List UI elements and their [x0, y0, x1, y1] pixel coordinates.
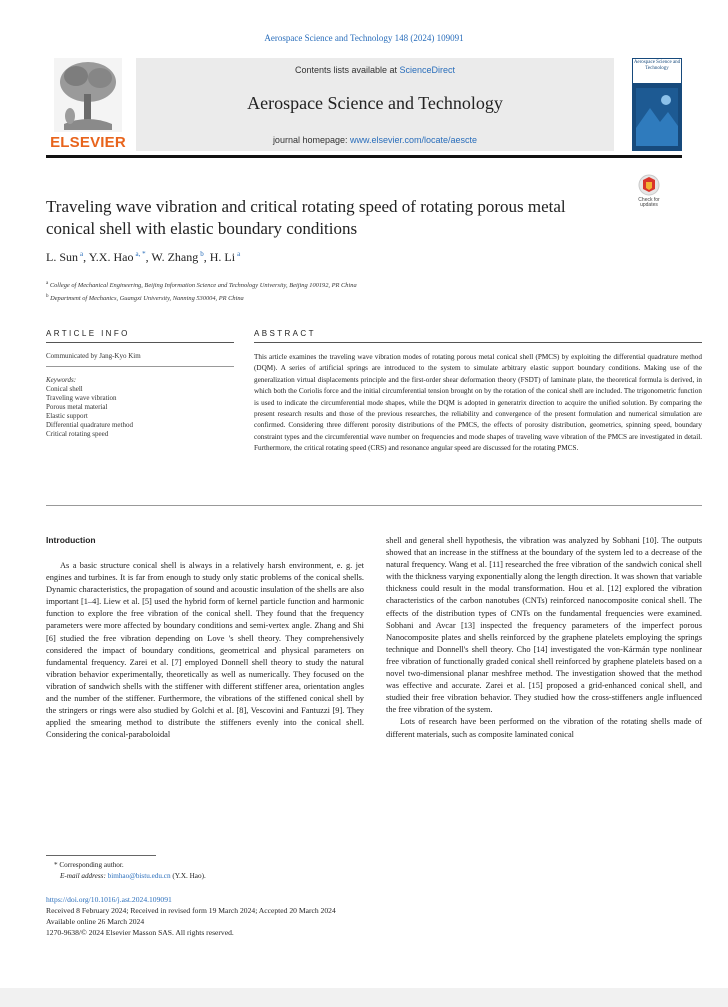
- article-info-rule: [46, 342, 234, 343]
- communicated-by: Communicated by Jang-Kyo Kim: [46, 352, 141, 360]
- author-affiliation-marker[interactable]: a: [80, 250, 84, 258]
- available-online: Available online 26 March 2024: [46, 917, 145, 926]
- abstract-heading: ABSTRACT: [254, 329, 316, 338]
- keyword: Critical rotating speed: [46, 430, 109, 438]
- author-name[interactable]: L. Sun: [46, 250, 79, 264]
- paragraph: shell and general shell hypothesis, the vibration was analyzed by Sobhani [10]. The outputs showed that an increase in the stiffness at the boundary of the system led to a decrease of the natural frequency. Wang et al. [11] researched the free vibration of the sandwich conical shell with the thickness varying exponentially along the length direction. It was shown that variable thickness could result in the modal transformation. Hou et al. [12] explored the vibration characteristics of the carbon nanotubes (CNTs) reinforced nanocomposite conical shell. The effects of the distribution types of CNTs on the fundamental frequencies were examined. Sobhani and Avcar [13] inspected the frequency parameters of the imperfect porous Nanocomposite plates and shells reinforced by the graphene platelets employing the springs technique and Donnell's shell theory. Cho [14] investigated the von-Kármán type nonlinear free vibration of functionally graded conical shell reinforced by graphene platelets based on a novel two-dimensional planar meshfree method. The investigation showed that the method was effective and accurate. Zarei et al. [15] proposed a grid-enhanced conical shell, and studied their free vibration behavior. They studied how the cross-stiffeners angle influenced the free vibration of the system.: [386, 536, 702, 715]
- publisher-logo-text: ELSEVIER: [50, 134, 126, 151]
- keywords-label: Keywords:: [46, 376, 77, 384]
- journal-cover-thumbnail[interactable]: [632, 58, 682, 151]
- paragraph: Lots of research have been performed on the vibration of the rotating shells made of different materials, such as composite laminated conical: [386, 717, 702, 739]
- doi-link[interactable]: https://doi.org/10.1016/j.ast.2024.109091: [46, 895, 172, 904]
- footnote-rule: [46, 855, 156, 856]
- elsevier-tree-icon: [54, 58, 122, 132]
- author-affiliation-marker[interactable]: b: [200, 250, 204, 258]
- author-separator: ,: [203, 250, 210, 264]
- homepage-link[interactable]: www.elsevier.com/locate/aescte: [350, 135, 478, 145]
- copyright-line: 1270-9638/© 2024 Elsevier Masson SAS. All rights reserved.: [46, 928, 234, 937]
- keywords-rule: [46, 366, 234, 367]
- author-name[interactable]: W. Zhang: [151, 250, 199, 264]
- keyword: Conical shell: [46, 385, 83, 393]
- keyword: Elastic support: [46, 412, 88, 420]
- check-updates-icon: [630, 174, 668, 198]
- body-column-right: [386, 535, 702, 741]
- abstract-text: This article examines the traveling wave vibration modes of rotating porous metal conical shell (PMCS) by exploiting the differential quadrature method (DQM). A series of artificial springs are introduced to the system to simulate arbitrary elastic support boundary conditions. Making use of the generalization virtual displacements principle and the first-order shear deformation theory (FSDT) of laminate plate, the theoretical formula is derived, in which both the Coriolis force and the initial circumferential tension brought on by the rotation of the conical shell are included. The trigonometric function is used to indicate the circumferential mode shapes, while the DQM is adopted in generatrix direction to acquire the unified solution. By comparing the present research results and those of the previous researches, the reliability and convergence of the present formulation and numerical simulation are confirmed. Considering three different porosity distributions of the PMCS, the effects of porosity distribution, geometrics, spinning speed, boundary constraint types and the circumferential wave number on frequencies and mode shapes of traveling wave vibration of the PMCS are investigated in detail. Furthermore, the critical rotating speed (CRS) and resonance angular speed are discussed for the rotating PMCS.: [254, 353, 702, 453]
- received-dates: Received 8 February 2024; Received in revised form 19 March 2024; Accepted 20 March 2024: [46, 906, 336, 915]
- keyword: Traveling wave vibration: [46, 394, 117, 402]
- author-name[interactable]: Y.X. Hao: [88, 250, 134, 264]
- corresponding-author-note: * Corresponding author.: [54, 861, 124, 869]
- keywords-list: [46, 385, 234, 439]
- cover-art-icon: [636, 88, 678, 146]
- keyword: Differential quadrature method: [46, 421, 133, 429]
- sciencedirect-link[interactable]: ScienceDirect: [399, 65, 456, 75]
- keyword: Porous metal material: [46, 403, 108, 411]
- journal-reference[interactable]: Aerospace Science and Technology 148 (2024) 109091: [264, 33, 464, 43]
- email-line: E-mail address: bimhao@bistu.edu.cn (Y.X. Hao).: [60, 872, 206, 880]
- keywords-block: [46, 376, 234, 439]
- affiliation-a: $^a$ College of Mechanical Engineering, Beijing Information Science and Technology University, Beijing 100192, PR China: [46, 281, 357, 290]
- affiliation-b: $^b$ Department of Mechanics, Guangxi University, Nanning 530004, PR China: [46, 294, 244, 303]
- footnote: [46, 860, 446, 882]
- author-separator: ,: [83, 250, 89, 264]
- author-list: [46, 250, 240, 265]
- journal-title: Aerospace Science and Technology: [247, 93, 503, 113]
- check-updates-label: Check for updates: [638, 197, 660, 208]
- header-rule: [46, 155, 682, 158]
- paragraph: As a basic structure conical shell is always in a relatively harsh environment, e. g. jet engines and turbines. It is far from enough to study only static problems of the conical shells. Dynamic characteristics, the propagation of sound and acoustic insulation of the shells are also important [1–4]. Liew et al. [5] used the hybrid form of kernel particle function and harmonic function to explore the free vibration of the conical shell. They found that the frequency parameters were more affected by boundary conditions and semi-vertex angle. Zhang and Shi [6] studied the free vibration depending on Love 's shell theory. They comprehensively considered the impact of boundary conditions, geometrical and physical parameters on fundamental frequency. Zarei et al. [7] employed Donnell shell theory to study the natural vibration behavior experimentally, theoretically as well as numerically. They focused on the vibration of sandwich shells with the stiffener with different stiffener area, orientation angles and the number of the stiffener. Furthermore, the vibrations of the stiffened conical shell by the stringers or rings were also studied by Golchi et al. [8], Vescovini and Fantuzzi [9]. They applied the smearing method to distribute the stiffeners evenly into the conical shell. Considering the conical-paraboloidal: [46, 561, 364, 740]
- homepage-line: journal homepage: www.elsevier.com/locate/aescte: [272, 135, 478, 145]
- author-separator: ,: [145, 250, 152, 264]
- publication-metadata: [46, 894, 546, 938]
- check-for-updates-button[interactable]: [630, 174, 668, 210]
- article-info-heading: ARTICLE INFO: [46, 329, 130, 338]
- affiliations: [46, 278, 666, 304]
- page-bottom-band: [0, 988, 728, 1007]
- author-affiliation-marker[interactable]: a, *: [135, 250, 146, 258]
- elsevier-logo: [46, 58, 130, 150]
- article-title: Traveling wave vibration and critical rotating speed of rotating porous metal conical shell with elastic boundary conditions: [46, 197, 566, 238]
- cover-title: Aerospace Science and Technology: [632, 58, 682, 84]
- introduction-heading: Introduction: [46, 535, 96, 545]
- author-name[interactable]: H. Li: [209, 250, 236, 264]
- abstract-bottom-rule: [46, 505, 702, 506]
- email-link[interactable]: bimhao@bistu.edu.cn: [107, 872, 171, 880]
- journal-banner: [136, 58, 614, 151]
- contents-line: Contents lists available at ScienceDirect: [294, 65, 456, 75]
- author-affiliation-marker[interactable]: a: [237, 250, 241, 258]
- abstract-rule: [254, 342, 702, 343]
- body-column-left: [46, 560, 364, 741]
